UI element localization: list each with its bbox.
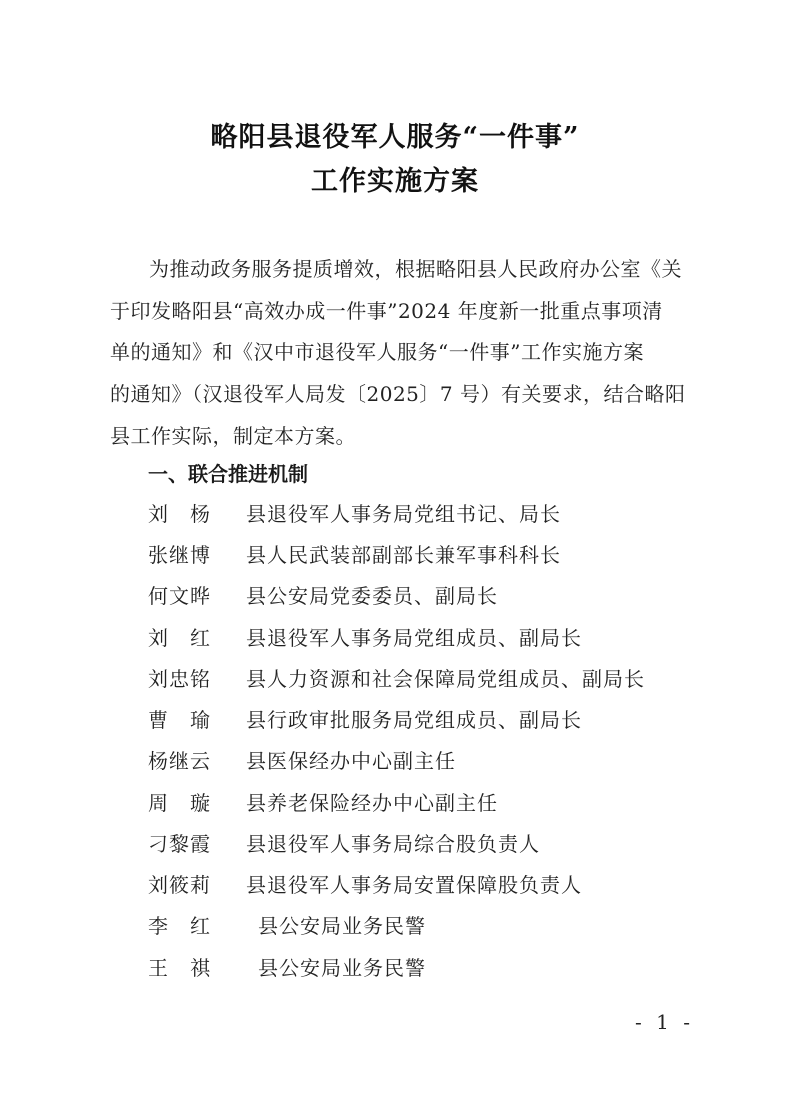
member-row <box>0 622 790 652</box>
member-row <box>0 498 790 528</box>
member-role: 县人民武装部副部长兼军事科科长 <box>246 543 561 567</box>
document-title-line1: 略阳县退役军人服务“一件事” <box>210 122 580 153</box>
member-row <box>0 539 790 569</box>
member-name: 何文晔 <box>148 584 211 608</box>
member-role: 县退役军人事务局党组书记、局长 <box>246 502 561 526</box>
page-number: - 1 - <box>635 1010 694 1034</box>
member-role: 县退役军人事务局安置保障股负责人 <box>246 873 582 897</box>
member-role: 县行政审批服务局党组成员、副局长 <box>246 708 582 732</box>
member-row <box>0 869 790 899</box>
member-role: 县公安局党委委员、副局长 <box>246 584 498 608</box>
member-role: 县医保经办中心副主任 <box>246 749 456 773</box>
member-row <box>0 787 790 817</box>
member-name: 刘筱莉 <box>148 873 211 897</box>
member-name: 张继博 <box>148 543 211 567</box>
member-row <box>0 745 790 775</box>
member-name: 周 璇 <box>148 791 211 815</box>
member-name: 刘 杨 <box>148 502 211 526</box>
member-row <box>0 828 790 858</box>
member-name: 李 红 <box>148 914 211 938</box>
member-role: 县公安局业务民警 <box>258 914 426 938</box>
intro-line-4: 的通知》（汉退役军人局发〔2025〕7 号）有关要求，结合略阳 <box>110 382 686 406</box>
member-row <box>0 704 790 734</box>
member-name: 刁黎霞 <box>148 832 211 856</box>
member-name: 王 祺 <box>148 956 211 980</box>
member-name: 刘忠铭 <box>148 667 211 691</box>
intro-line-3: 单的通知》和《汉中市退役军人服务“一件事”工作实施方案 <box>110 340 644 364</box>
member-row <box>0 952 790 982</box>
intro-line-2: 于印发略阳县“高效办成一件事”2024 年度新一批重点事项清 <box>110 299 663 323</box>
member-name: 刘 红 <box>148 626 211 650</box>
member-row <box>0 663 790 693</box>
member-role: 县人力资源和社会保障局党组成员、副局长 <box>246 667 645 691</box>
intro-line-1: 为推动政务服务提质增效，根据略阳县人民政府办公室《关 <box>149 257 682 281</box>
member-role: 县退役军人事务局综合股负责人 <box>246 832 540 856</box>
member-name: 曹 瑜 <box>148 708 211 732</box>
member-role: 县公安局业务民警 <box>258 956 426 980</box>
member-role: 县退役军人事务局党组成员、副局长 <box>246 626 582 650</box>
intro-line-5: 县工作实际，制定本方案。 <box>110 424 356 448</box>
member-row <box>0 580 790 610</box>
document-title-line2: 工作实施方案 <box>311 166 479 197</box>
section-heading: 一、联合推进机制 <box>148 462 308 486</box>
member-row <box>0 910 790 940</box>
member-role: 县养老保险经办中心副主任 <box>246 791 498 815</box>
member-name: 杨继云 <box>148 749 211 773</box>
